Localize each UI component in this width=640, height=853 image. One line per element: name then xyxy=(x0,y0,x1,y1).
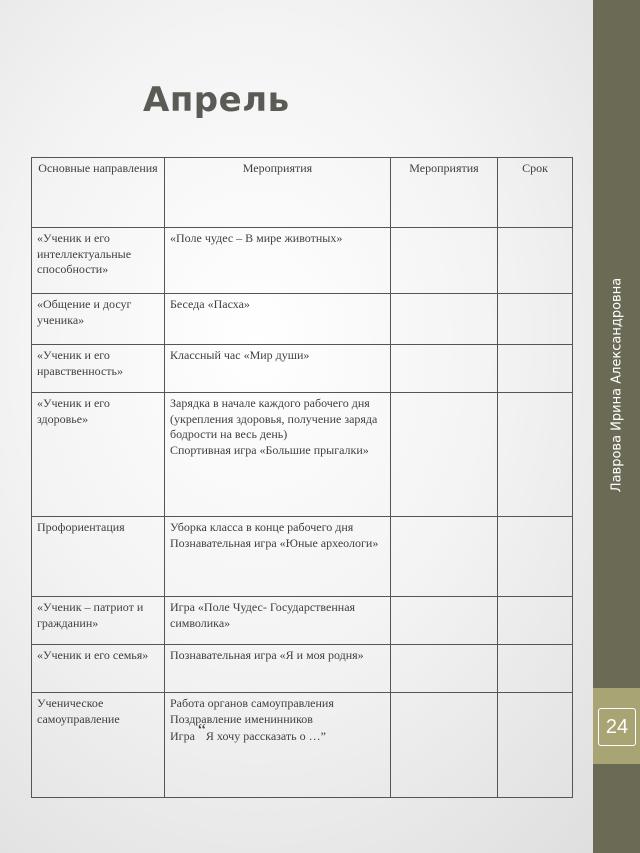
table-row xyxy=(32,645,573,693)
activity-line: Поздравление именинников xyxy=(170,711,313,726)
empty-cell xyxy=(498,597,573,645)
direction-cell: «Ученик и его семья» xyxy=(32,645,165,693)
table-row xyxy=(32,693,573,798)
empty-cell xyxy=(391,393,498,517)
activity-line: Спортивная игра «Большие прыгалки» xyxy=(170,442,369,457)
activity-line: Беседа «Пасха» xyxy=(170,297,250,311)
activity-cell xyxy=(165,228,391,294)
activity-cell xyxy=(165,693,391,798)
activity-cell xyxy=(165,645,391,693)
table-row xyxy=(32,597,573,645)
table-row xyxy=(32,294,573,345)
page-number: 24 xyxy=(598,708,636,746)
direction-cell: «Ученик и его интеллектуальные способности» xyxy=(32,228,165,294)
direction-cell: «Ученик – патриот и гражданин» xyxy=(32,597,165,645)
empty-cell xyxy=(391,693,498,798)
activity-line xyxy=(170,720,385,745)
table-row xyxy=(32,517,573,597)
activity-cell xyxy=(165,597,391,645)
activity-line: Классный час «Мир души» xyxy=(170,348,310,362)
empty-cell xyxy=(391,294,498,345)
activity-cell xyxy=(165,517,391,597)
empty-cell xyxy=(498,393,573,517)
empty-cell xyxy=(391,345,498,393)
table-row xyxy=(32,393,573,517)
header-cell: Мероприятия xyxy=(165,158,391,228)
empty-cell xyxy=(498,693,573,798)
activity-line: Игра «Поле Чудес- Государственная символика» xyxy=(170,600,356,630)
activity-line: Уборка класса в конце рабочего дня xyxy=(170,520,354,534)
activity-cell xyxy=(165,294,391,345)
table-header-row xyxy=(32,158,573,228)
game-title: Я хочу рассказать о …” xyxy=(205,729,326,743)
quote-mark: “ xyxy=(197,720,206,740)
direction-cell: «Ученик и его нравственность» xyxy=(32,345,165,393)
activity-line: Зарядка в начале каждого рабочего дня (укрепления здоровья, получение заряда бодрости на весь день) xyxy=(170,396,378,441)
empty-cell xyxy=(498,517,573,597)
header-cell: Основные направления xyxy=(32,158,165,228)
plan-table xyxy=(31,157,573,798)
empty-cell xyxy=(498,228,573,294)
activity-cell xyxy=(165,345,391,393)
table-row xyxy=(32,345,573,393)
activity-line: Работа органов самоуправления xyxy=(170,696,334,710)
activity-line: Познавательная игра «Я и моя родня» xyxy=(170,648,364,662)
game-label: Игра xyxy=(170,729,198,743)
empty-cell xyxy=(391,228,498,294)
empty-cell xyxy=(498,645,573,693)
empty-cell xyxy=(391,645,498,693)
direction-cell: «Общение и досуг ученика» xyxy=(32,294,165,345)
activity-cell xyxy=(165,393,391,517)
author-name: Лаврова Ирина Александровна xyxy=(609,277,624,493)
empty-cell xyxy=(391,517,498,597)
activity-line: Познавательная игра «Юные археологи» xyxy=(170,535,379,550)
header-cell: Срок xyxy=(498,158,573,228)
author-label xyxy=(593,277,640,493)
page-title: Апрель xyxy=(143,80,290,120)
empty-cell xyxy=(498,294,573,345)
direction-cell: Ученическое самоуправление xyxy=(32,693,165,798)
empty-cell xyxy=(391,597,498,645)
header-cell: Мероприятия xyxy=(391,158,498,228)
activity-line: «Поле чудес – В мире животных» xyxy=(170,231,343,245)
direction-cell: «Ученик и его здоровье» xyxy=(32,393,165,517)
direction-cell: Профориентация xyxy=(32,517,165,597)
table-row xyxy=(32,228,573,294)
empty-cell xyxy=(498,345,573,393)
